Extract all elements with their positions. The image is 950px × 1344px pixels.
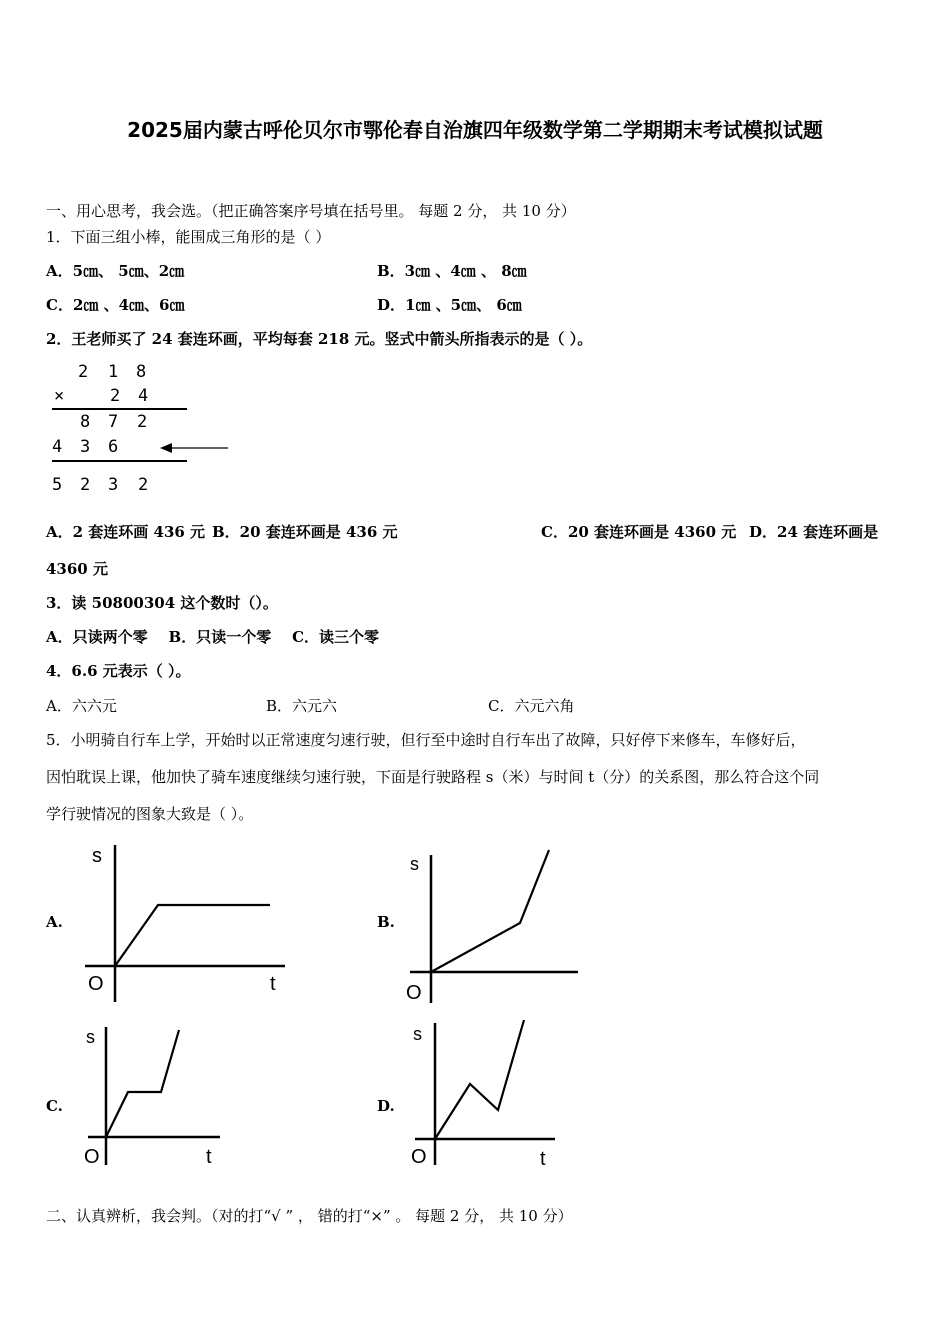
origin-label: O [406,982,422,1004]
calc-digit: 3 [108,475,119,495]
calc-digit: 8 [136,362,147,382]
graph-c-curve [106,1030,179,1137]
calc-digit: 8 [80,412,91,432]
graph-d [405,1015,565,1170]
origin-label: O [84,1146,100,1168]
calc-digit: 2 [110,386,121,406]
t-axis-label: t [270,973,276,995]
calc-digit: 6 [108,437,119,457]
origin-label: O [411,1146,427,1168]
q2-stem: 2．王老师买了 24 套连环画，平均每套 218 元。竖式中箭头所指表示的是（ ）。 [46,330,593,348]
q5-stem-line3: 学行驶情况的图象大致是（ ）。 [46,805,254,823]
calc-digit: 5 [52,475,63,495]
q2-option-b: B．20 套连环画是 436 元 [212,523,398,541]
calc-digit: 2 [138,475,149,495]
graph-d-label: D. [377,1097,395,1115]
graph-a-curve [115,905,270,966]
page-title: 2025届内蒙古呼伦贝尔市鄂伦春自治旗四年级数学第二学期期末考试模拟试题 [127,118,823,142]
section2-heading: 二、认真辨析，我会判。（对的打“√ ” ， 错的打“×” 。 每题 2 分， 共 10 分） [46,1207,573,1225]
q1-option-b: B．3㎝ 、4㎝ 、 8㎝ [377,262,527,280]
section1-heading: 一、用心思考，我会选。（把正确答案序号填在括号里。 每题 2 分， 共 10 分） [46,202,576,220]
s-axis-label: s [410,854,419,874]
q4-option-c: C．六元六角 [488,697,575,715]
s-axis-label: s [92,845,102,867]
q5-stem-line1: 5．小明骑自行车上学，开始时以正常速度匀速行驶，但行至中途时自行车出了故障，只好停下来修车，车修好后， [46,731,806,749]
calc-digit: 4 [138,386,149,406]
q4-option-b: B．六元六 [266,697,338,715]
q2-option-a: A．2 套连环画 436 元 [46,523,206,541]
graph-a [80,840,290,1010]
q4-option-a: A．六六元 [46,697,117,715]
graph-c [78,1015,228,1170]
graph-c-label: C. [46,1097,63,1115]
calc-digit: 2 [80,475,91,495]
calc-divider [52,460,187,462]
graph-b-curve [431,850,549,972]
q4-stem: 4．6.6 元表示（ ）。 [46,662,191,680]
q1-option-c: C．2㎝ 、4㎝、6㎝ [46,296,185,314]
calc-digit: 1 [108,362,119,382]
q1-option-a: A．5㎝、 5㎝、2㎝ [46,262,185,280]
q5-stem-line2: 因怕耽误上课，他加快了骑车速度继续匀速行驶，下面是行驶路程 s（米）与时间 t（分）的关系图，那么符合这个同 [46,768,820,786]
q3-options: A．只读两个零 B．只读一个零 C．读三个零 [46,628,380,646]
graph-d-curve [435,1020,524,1139]
calc-digit: 7 [108,412,119,432]
calc-digit: 4 [52,437,63,457]
q2-option-d-continued: 4360 元 [46,560,108,578]
t-axis-label: t [206,1146,212,1168]
s-axis-label: s [413,1024,422,1044]
t-axis-label: t [540,1148,546,1170]
graph-a-label: A. [46,913,63,931]
q3-stem: 3．读 50800304 这个数时（）。 [46,594,278,612]
times-sign: × [54,386,65,406]
q2-option-d: D．24 套连环画是 [749,523,879,541]
calc-divider [52,408,187,410]
origin-label: O [88,973,104,995]
s-axis-label: s [86,1027,95,1047]
q1-stem: 1．下面三组小棒，能围成三角形的是（ ） [46,228,331,246]
q2-option-c: C．20 套连环画是 4360 元 [541,523,737,541]
graph-b [400,845,585,1010]
calc-digit: 2 [78,362,89,382]
calc-digit: 2 [137,412,148,432]
q1-option-d: D．1㎝ 、5㎝、 6㎝ [377,296,522,314]
arrow-left-icon [160,440,230,456]
calc-digit: 3 [80,437,91,457]
graph-b-label: B. [377,913,395,931]
